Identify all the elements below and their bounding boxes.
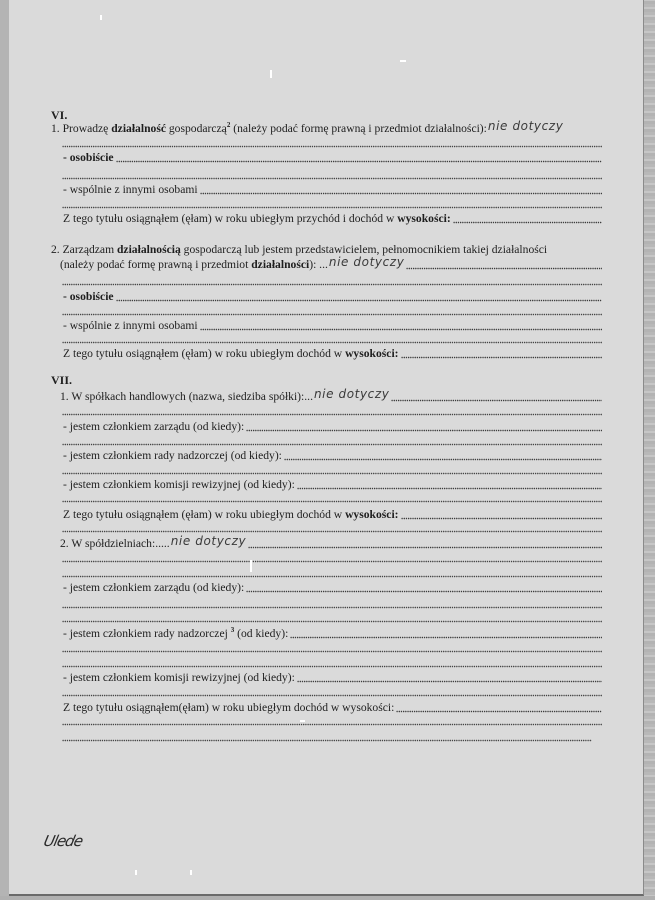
vii-item2-income-row[interactable] — [63, 701, 602, 715]
vi-item2-jointly-label: - wspólnie z innymi osobami — [63, 319, 198, 332]
answer-line[interactable] — [200, 328, 602, 331]
vi-item2-personally-row[interactable] — [63, 290, 602, 304]
answer-line[interactable] — [391, 399, 602, 402]
answer-line[interactable] — [62, 723, 602, 726]
scan-speck — [270, 70, 272, 78]
answer-line[interactable] — [62, 606, 602, 609]
vii-item2-handwritten-answer[interactable]: nie dotyczy — [170, 534, 247, 548]
scan-speck — [400, 60, 406, 62]
answer-line[interactable] — [62, 283, 602, 286]
answer-line[interactable] — [62, 575, 602, 578]
vii-item2-audit-row[interactable] — [63, 671, 602, 685]
vi-item2-income-row[interactable] — [63, 347, 602, 361]
vii-item2-row[interactable] — [60, 534, 602, 551]
answer-line[interactable] — [406, 267, 602, 270]
answer-line[interactable] — [62, 145, 602, 148]
answer-line[interactable] — [116, 299, 602, 302]
vi-item2-handwritten-answer[interactable]: nie dotyczy — [328, 255, 405, 269]
vii-item1-income-row[interactable] — [63, 508, 602, 522]
scan-speck — [135, 870, 137, 875]
section-vi-heading: VI. — [51, 108, 68, 122]
vii-item1-income-label: Z tego tytułu osiągnąłem (ęłam) w roku ubiegłym dochód w wysokości: — [63, 508, 399, 521]
vi-item2-income-label: Z tego tytułu osiągnąłem (ęłam) w roku ubiegłym dochód w wysokości: — [63, 347, 399, 360]
answer-line[interactable] — [62, 313, 602, 316]
answer-line[interactable] — [62, 530, 602, 533]
answer-line[interactable] — [62, 739, 592, 742]
vii-item1-handwritten-answer[interactable]: nie dotyczy — [313, 387, 390, 401]
answer-line[interactable] — [116, 160, 602, 163]
section-vii-heading: VII. — [51, 373, 73, 387]
vi-item1-income-row[interactable] — [63, 212, 602, 226]
scan-right-margin — [643, 0, 655, 900]
vii-item1-supervisory-row[interactable] — [63, 449, 602, 463]
answer-line[interactable] — [62, 206, 602, 209]
scan-bottom-margin — [0, 896, 655, 900]
answer-line[interactable] — [246, 590, 602, 593]
scan-speck — [190, 870, 192, 875]
scan-speck — [100, 15, 102, 20]
vi-item1-jointly-row[interactable] — [63, 183, 602, 197]
answer-line[interactable] — [453, 221, 602, 224]
vii-item2-supervisory-row[interactable] — [63, 627, 602, 641]
vii-item2-audit-label: - jestem członkiem komisji rewizyjnej (od kiedy): — [63, 671, 295, 684]
vi-item1-personally-label: - osobiście — [63, 151, 114, 164]
vii-item1-audit-row[interactable] — [63, 478, 602, 492]
vi-item2-jointly-row[interactable] — [63, 319, 602, 333]
answer-line[interactable] — [62, 694, 602, 697]
answer-line[interactable] — [248, 546, 602, 549]
scan-left-margin — [0, 0, 9, 900]
vi-item1-income-label: Z tego tytułu osiągnąłem (ęłam) w roku ubiegłym przychód i dochód w wysokości: — [63, 212, 451, 225]
vii-item1-supervisory-label: - jestem członkiem rady nadzorczej (od kiedy): — [63, 449, 282, 462]
vii-item1-label: 1. W spółkach handlowych (nazwa, siedziba spółki):... — [60, 390, 313, 403]
vi-item2-line2: (należy podać formę prawną i przedmiot działalności): ... nie dotyczy — [60, 258, 602, 272]
vii-item2-board-row[interactable] — [63, 581, 602, 595]
answer-line[interactable] — [62, 560, 602, 563]
answer-line[interactable] — [297, 680, 602, 683]
vi-item2-line1: 2. Zarządzam działalnością gospodarczą lub jestem przedstawicielem, pełnomocnikiem takiej działalności — [51, 243, 548, 256]
vii-item2-income-label: Z tego tytułu osiągnąłem(ęłam) w roku ubiegłym dochód w wysokości: — [63, 701, 395, 714]
answer-line[interactable] — [62, 500, 602, 503]
answer-line[interactable] — [396, 710, 602, 713]
scan-speck — [250, 560, 252, 572]
answer-line[interactable] — [246, 429, 602, 432]
vi-item2-personally-label: - osobiście — [63, 290, 114, 303]
vii-item2-board-label: - jestem członkiem zarządu (od kiedy): — [63, 581, 245, 594]
answer-line[interactable] — [62, 665, 602, 668]
vii-item2-supervisory-label: - jestem członkiem rady nadzorczej $^3$ (od kiedy): — [63, 626, 289, 640]
vi-item1-label — [51, 119, 611, 136]
answer-line[interactable] — [401, 356, 602, 359]
answer-line[interactable] — [62, 177, 602, 180]
vii-item1-row[interactable] — [60, 387, 602, 404]
answer-line[interactable] — [290, 636, 602, 639]
vii-item1-board-label: - jestem członkiem zarządu (od kiedy): — [63, 420, 245, 433]
vii-item1-audit-label: - jestem członkiem komisji rewizyjnej (od kiedy): — [63, 478, 295, 491]
vii-item2-label: 2. W spółdzielniach:..... — [60, 537, 170, 550]
answer-line[interactable] — [401, 517, 602, 520]
answer-line[interactable] — [62, 443, 602, 446]
answer-line[interactable] — [62, 472, 602, 475]
vii-item1-board-row[interactable] — [63, 420, 602, 434]
answer-line[interactable] — [62, 341, 602, 344]
vi-item1-jointly-label: - wspólnie z innymi osobami — [63, 183, 198, 196]
vi-item1-personally-row[interactable] — [63, 151, 602, 165]
vi-item1-text: 1. Prowadzę działalność gospodarczą$^2$ (należy podać formę prawną i przedmiot działalności): — [51, 121, 487, 135]
answer-line[interactable] — [297, 487, 602, 490]
answer-line[interactable] — [62, 413, 602, 416]
signature: Ulede — [42, 832, 85, 850]
answer-line[interactable] — [62, 650, 602, 653]
vi-item1-handwritten-answer[interactable]: nie dotyczy — [487, 119, 564, 133]
scan-speck — [300, 720, 305, 722]
answer-line[interactable] — [200, 192, 602, 195]
answer-line[interactable] — [284, 458, 602, 461]
